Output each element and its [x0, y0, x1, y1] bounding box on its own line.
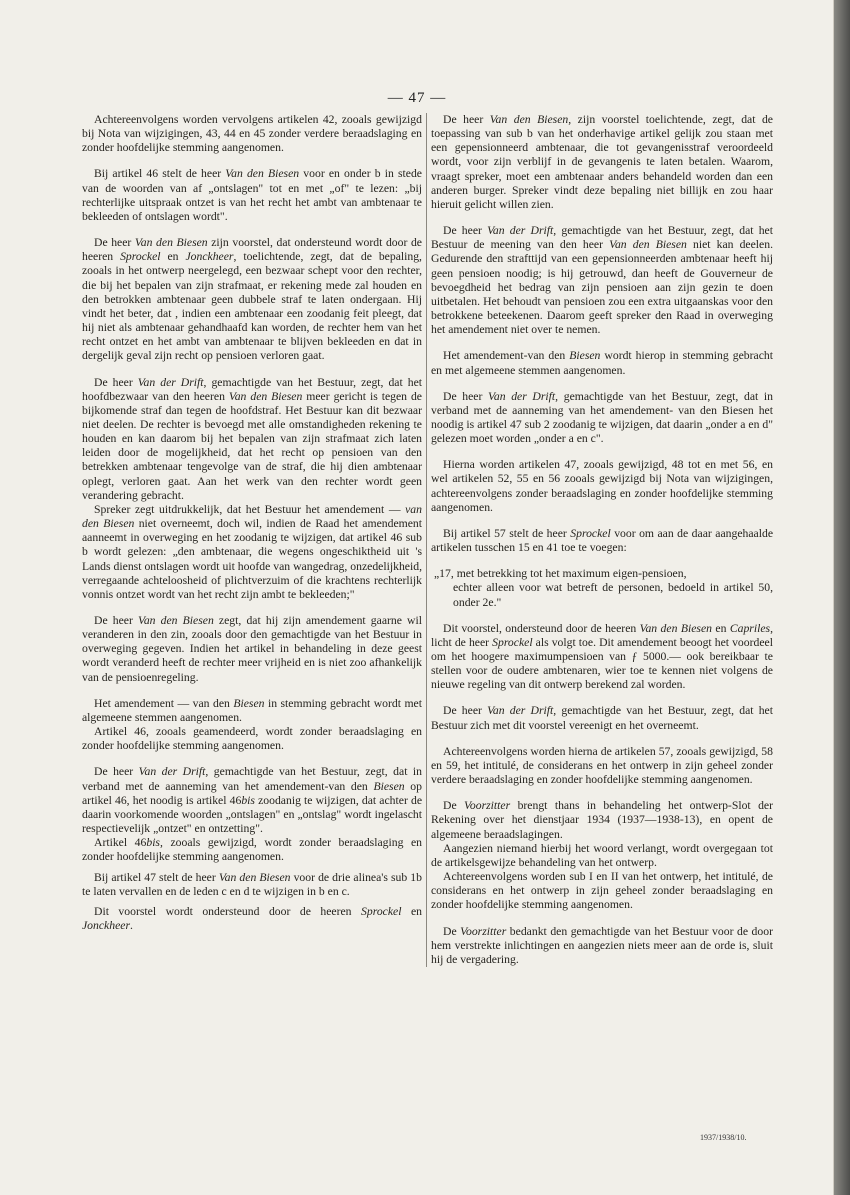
- right-column: [426, 113, 773, 967]
- paragraph: Spreker zegt uitdrukkelijk, dat het Bestuur het amendement — van den Biesen niet overneemt, doch wil, indien de Raad het amendement aanneemt in overweging en het zoodanig te wijzigen, dat artikel 46 sub b wordt gelezen: „den ambtenaar, die wegens ongeschiktheid uit 's Lands dienst ontslagen wordt uit hoofde van wangedrag, onzedelijkheid, verregaande achteloosheid of plichtverzuim of die krachtens rechterlijk vonnis ontzet wordt van het recht zijn ambt te bekleeden;": [82, 502, 423, 601]
- paragraph: De heer Van der Drift, gemachtigde van het Bestuur, zegt, dat het Bestuur zich met dit voorstel vereenigt en het overneemt.: [431, 704, 773, 732]
- paragraph: De Voorzitter bedankt den gemachtigde van het Bestuur voor de door hem verstrekte inlichtingen en aangezien niets meer aan de orde is, sluit hij de vergadering.: [431, 924, 773, 966]
- paragraph: De heer Van der Drift, gemachtigde van het Bestuur, zegt, dat het hoofdbezwaar van den heeren Van den Biesen meer gericht is tegen de bijkomende straf dan tegen de hoofdstraf. Het Bestuur kan dit bezwaar niet deelen. De rechter is bevoegd met alle omstandigheden rekening te houden en kan daarom bij het bepalen van zijn strafmaat zich laten leiden door de mogelijkheid, dat het recht op pensioen van den betrekken ambtenaar tengevolge van de straf, die hij dien ambtenaar oplegt, verloren gaat. Aan het werk van den rechter wordt geen verandering gebracht.: [82, 375, 422, 502]
- paragraph: Bij artikel 47 stelt de heer Van den Biesen voor de drie alinea's sub 1b te laten vervallen en de leden c en d te wijzigen in b en c.: [82, 870, 422, 898]
- paragraph: Hierna worden artikelen 47, zooals gewijzigd, 48 tot en met 56, en wel artikelen 52, 55 en 56 zooals gewijzigd bij Nota van wijzigingen, achtereenvolgens zonder beraadslaging en zonder hoofdelijke stemming aangenomen.: [431, 458, 773, 514]
- paragraph: Dit voorstel, ondersteund door de heeren Van den Biesen en Capriles, licht de heer Sprockel als volgt toe. Dit amendement beoogt het voordeel om het hoogere maximumpensioen van ƒ 5000.— ook bereikbaar te stellen voor de oudere ambtenaren, wier toe te kennen niet volgens de nieuwe regeling van dit ontwerp berekend zal worden.: [431, 621, 773, 692]
- paragraph: De heer Van den Biesen zegt, dat hij zijn amendement gaarne wil veranderen in den zin, zooals door den gemachtigde van het Bestuur in overweging gegeven. Indien het artikel in behandeling in deze geest wordt veranderd heeft de rechter meer vrijheid en is niet zoo afhankelijk van de pensioenregeling.: [82, 614, 422, 684]
- quoted-amendment: „17, met betrekking tot het maximum eigen-pensioen, echter alleen voor wat betreft de personen, bedoeld in artikel 50, onder 2e.": [434, 567, 773, 609]
- paragraph: Bij artikel 46 stelt de heer Van den Biesen voor en onder b in stede van de woorden van af „ontslagen" tot en met „of" te lezen: „bij rechterlijke uitspraak ontzet is van het recht het ambt van ambtenaar te bekleeden of ontslagen wordt".: [82, 167, 422, 223]
- paragraph: Artikel 46bis, zooals gewijzigd, wordt zonder beraadslaging en zonder hoofdelijke stemming aangenomen.: [82, 836, 423, 864]
- paragraph: Achtereenvolgens worden vervolgens artikelen 42, zooals gewijzigd bij Nota van wijzigingen, 43, 44 en 45 zonder verdere beraadslaging en zonder hoofdelijke stemming aangenomen.: [82, 113, 422, 155]
- paragraph: Dit voorstel wordt ondersteund door de heeren Sprockel en Jonckheer.: [82, 904, 423, 932]
- document-reference: 1937/1938/10.: [700, 1133, 747, 1142]
- paragraph: De heer Van der Drift, gemachtigde van het Bestuur, zegt, dat in verband met de aanneming van het amendement-van den Biesen op artikel 46, het noodig is artikel 46bis zoodanig te wijzigen, dat achter de daarin voorkomende woorden „ontslagen" en „ontslag" wordt ingelascht respectievelijk „ontzet" en ontzetting".: [82, 765, 423, 836]
- paragraph: Achtereenvolgens worden hierna de artikelen 57, zooals gewijzigd, 58 en 59, het intitulé, de considerans en het ontwerp in zijn geheel zonder verdere beraadslaging en zonder hoofdelijke stemming aangenomen.: [431, 744, 773, 787]
- paragraph: Achtereenvolgens worden sub I en II van het ontwerp, het intitulé, de considerans en het ontwerp in zijn geheel zonder beraadslaging en zonder hoofdelijke stemming aangenomen.: [431, 870, 773, 912]
- paragraph: De heer Van der Drift, gemachtigde van het Bestuur, zegt, dat in verband met de aanneming van het amendement- van den Biesen het noodig is artikel 47 sub 2 zoodanig te wijzigen, dat daarin „onder a en d" gelezen moet worden „onder a en c".: [431, 389, 773, 446]
- page-edge: [834, 0, 850, 1195]
- paragraph: Bij artikel 57 stelt de heer Sprockel voor om aan de daar aangehaalde artikelen tusschen 15 en 41 toe te voegen:: [431, 526, 774, 555]
- paragraph: Aangezien niemand hierbij het woord verlangt, wordt overgegaan tot de artikelsgewijze behandeling van het ontwerp.: [431, 841, 773, 869]
- paragraph: Artikel 46, zooals geamendeerd, wordt zonder beraadslaging en zonder hoofdelijke stemming aangenomen.: [82, 725, 422, 753]
- paragraph: De heer Van den Biesen, zijn voorstel toelichtende, zegt, dat de toepassing van sub b van het onderhavige artikel gelijk zou staan met een gepensionneerd ambtenaar, die tot gevangenisstraf veroordeeld wordt, voor zijn verblijf in de gevangenis te laten betalen. Waarom, vraagt spreker, moet een ambtenaar anders behandeld worden dan een anderen burger. Spreker vindt deze bepaling niet billijk en zou haar hieruit gelicht willen zien.: [431, 113, 773, 211]
- paragraph: De Voorzitter brengt thans in behandeling het ontwerp-Slot der Rekening over het dienstjaar 1934 (1937—1938-13), en opent de algemeene beraadslagingen.: [431, 799, 773, 841]
- paragraph: Het amendement — van den Biesen in stemming gebracht wordt met algemeene stemmen aangenomen.: [82, 696, 422, 724]
- page-number: — 47 —: [387, 90, 447, 106]
- left-column: [82, 113, 422, 933]
- paragraph: De heer Van den Biesen zijn voorstel, dat ondersteund wordt door de heeren Sprockel en Jonckheer, toelichtende, zegt, dat de bepaling, zooals in het ontwerp neergelegd, een bezwaar schept voor den rechter, die bij het bepalen van zijn strafmaat, er rekening mede zal houden en den betrokken ambtenaar geen dubbele straf te laten ondergaan. Hij vindt het beter, dat , indien een ambtenaar een zoodanig feit pleegt, dat hij niet als ambtenaar gehandhaafd kan worden, de rechter hem van het recht ontzet en het ambt van ambtenaar te blijven bekleeden en dat in dergelijk geval zijn recht op pensioen verloren gaat.: [82, 236, 422, 363]
- paragraph: De heer Van der Drift, gemachtigde van het Bestuur, zegt, dat het Bestuur de meening van den heer Van den Biesen niet kan deelen. Gedurende den strafttijd van een gepensionneerden ambtenaar heeft hij geen pensioen noodig; is hij getrouwd, dan heeft de Gouverneur de bevoegdheid het bedrag van zijn pensioen aan zijn gezin te doen uitbetalen. Het behoudt van pensioen zou een extra uitgaanskas voor den betrokkene beteekenen. Daarom geeft spreker den Raad in overweging het amendement niet over te nemen.: [431, 224, 773, 337]
- paragraph: Het amendement-van den Biesen wordt hierop in stemming gebracht en met algemeene stemmen aangenomen.: [431, 349, 773, 377]
